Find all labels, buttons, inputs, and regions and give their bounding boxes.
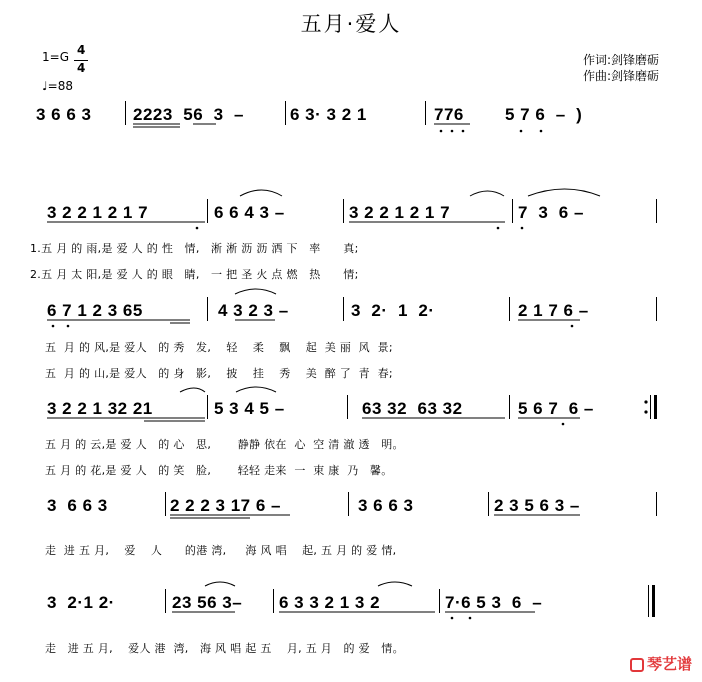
lyrics-verse1-line3: 五 月 的 云,是 爱 人 的 心 思, 静静 依在 心 空 清 澈 透 明。 <box>45 438 404 451</box>
lyrics-verse2-line2: 五 月 的 山,是 爱人 的 身 影, 披 挂 秀 美 醉 了 青 春; <box>45 367 393 380</box>
chorus-b-measure-4: 7·6 5 3 6 – <box>445 593 543 612</box>
chorus-measure-3: 3 6 6 3 <box>358 496 414 515</box>
slur <box>205 582 235 586</box>
verse-a-measure-1: 3 2 2 1 2 1 7 <box>47 203 149 222</box>
octave-dot <box>497 227 500 230</box>
time-signature-top: 4 <box>77 43 86 57</box>
verse-a-measure-4: 7 3 6 – <box>518 203 584 222</box>
site-logo: 琴艺谱 <box>630 653 692 674</box>
verse-b-measure-4: 2 1 7 6 – <box>518 301 589 320</box>
intro-measure-3: 6 3· 3 2 1 <box>290 105 367 124</box>
verse-c-measure-1: 3 2 2 1 32 21 <box>47 399 153 418</box>
intro-measure-2: 2223 56 3 – <box>133 105 244 124</box>
verse-c-measure-3: 63 32 63 32 <box>362 399 463 418</box>
slur <box>378 582 412 586</box>
intro-measure-1: 3 6 6 3 <box>36 105 92 124</box>
octave-dot <box>52 325 55 328</box>
octave-dot <box>67 325 70 328</box>
octave-dot <box>521 227 524 230</box>
octave-dot <box>540 130 543 133</box>
verse-a-measure-3: 3 2 2 1 2 1 7 <box>349 203 451 222</box>
verse-b-measure-2: 4 3 2 3 – <box>218 301 289 320</box>
chorus-b-measure-2: 23 56 3– <box>172 593 243 612</box>
tempo-marking: ♩=88 <box>42 79 73 93</box>
octave-dot <box>469 617 472 620</box>
slur <box>236 387 276 392</box>
verse-c-measure-4: 5 6 7 6 – <box>518 399 594 418</box>
octave-dot <box>440 130 443 133</box>
octave-dot <box>451 130 454 133</box>
lyrics-verse1-line2: 五 月 的 风,是 爱人 的 秀 发, 轻 柔 飘 起 美 丽 风 景; <box>45 341 393 354</box>
lyrics-verse2-line1: 2.五 月 太 阳,是 爱 人 的 眼 睛, 一 把 圣 火 点 燃 热 情; <box>30 268 359 281</box>
chorus-measure-2: 2 2 2 3 17 6 – <box>170 496 281 515</box>
octave-dot <box>196 227 199 230</box>
key-signature: 1=G <box>42 50 69 64</box>
chorus-b-measure-1: 3 2·1 2· <box>47 593 115 612</box>
repeat-dot <box>644 400 647 403</box>
lyrics-chorus-line1: 走 进 五 月, 爱 人 的港 湾, 海 风 唱 起, 五 月 的 爱 情, <box>45 544 397 557</box>
verse-b-measure-1: 6 7 1 2 3 65 <box>47 301 143 320</box>
verse-b-measure-3: 3 2· 1 2· <box>351 301 435 320</box>
slur <box>240 190 282 196</box>
intro-measure-4a: 776 <box>434 105 464 124</box>
slur <box>470 191 504 196</box>
lyrics-chorus-line2: 走 进 五 月, 爱人 港 湾, 海 风 唱 起 五 月, 五 月 的 爱 情。 <box>45 642 404 655</box>
lyrics-verse1-line1: 1.五 月 的 雨,是 爱 人 的 性 情, 淅 淅 沥 沥 洒 下 率 真; <box>30 242 359 255</box>
octave-dot <box>562 423 565 426</box>
octave-dot <box>571 325 574 328</box>
slur <box>235 289 276 294</box>
page-title: 五月·爱人 <box>300 12 402 36</box>
octave-dot <box>451 617 454 620</box>
slur <box>180 388 205 392</box>
chorus-b-measure-3: 6 3 3 2 1 3 2 <box>279 593 381 612</box>
octave-dot <box>520 130 523 133</box>
logo-icon <box>630 658 644 672</box>
verse-c-measure-2: 5 3 4 5 – <box>214 399 285 418</box>
lyrics-verse2-line3: 五 月 的 花,是 爱 人 的 笑 脸, 轻轻 走来 一 束 康 乃 馨。 <box>45 464 393 477</box>
verse-a-measure-2: 6 6 4 3 – <box>214 203 285 222</box>
chorus-measure-1: 3 6 6 3 <box>47 496 108 515</box>
lyricist-credit: 作词:剑锋磨砺 <box>583 53 660 67</box>
composer-credit: 作曲:剑锋磨砺 <box>583 69 660 83</box>
repeat-dot <box>644 410 647 413</box>
octave-dot <box>462 130 465 133</box>
chorus-measure-4: 2 3 5 6 3 – <box>494 496 580 515</box>
intro-measure-4b: 5 7 6 – ) <box>505 105 583 124</box>
slur <box>528 189 600 196</box>
time-signature-bottom: 4 <box>77 61 86 75</box>
